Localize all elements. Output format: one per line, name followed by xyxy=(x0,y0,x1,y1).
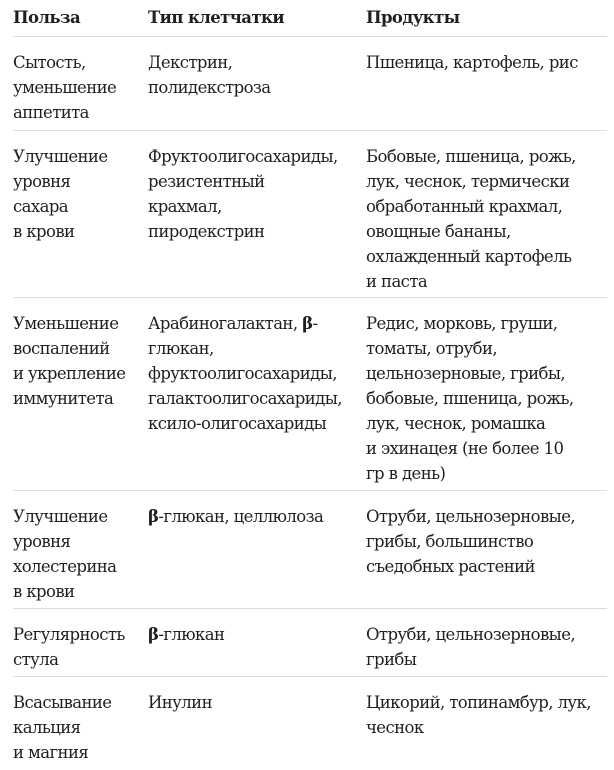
benefit-line: воспалений xyxy=(13,339,110,358)
products-line: грибы, большинство xyxy=(366,532,534,551)
products-line: Бобовые, пшеница, рожь, xyxy=(366,147,576,166)
products-line: овощные бананы, xyxy=(366,222,511,241)
table-row xyxy=(13,609,607,677)
fiber-line: фруктоолигосахариды, xyxy=(148,364,337,383)
fiber-type-cell xyxy=(148,609,366,676)
benefit-line: кальция xyxy=(13,718,81,737)
benefit-cell xyxy=(13,37,148,130)
header-products: Продукты xyxy=(366,8,460,27)
benefit-line: уровня xyxy=(13,532,71,551)
beta-symbol: β xyxy=(302,314,313,333)
fiber-type-cell xyxy=(148,491,366,608)
table-header-row xyxy=(13,0,607,37)
products-cell xyxy=(366,677,607,770)
fiber-line: Фруктоолигосахариды, xyxy=(148,147,338,166)
benefit-line: уровня xyxy=(13,172,71,191)
products-line: и паста xyxy=(366,272,428,291)
header-benefit: Польза xyxy=(13,8,81,27)
products-line: и эхинацея (не более 10 xyxy=(366,439,564,458)
products-line: лук, чеснок, ромашка xyxy=(366,414,546,433)
benefit-cell xyxy=(13,677,148,770)
table-row xyxy=(13,491,607,609)
fiber-type-cell xyxy=(148,677,366,770)
benefit-line: Уменьшение xyxy=(13,314,119,333)
products-cell xyxy=(366,131,607,297)
fiber-type-cell xyxy=(148,298,366,490)
table-row xyxy=(13,37,607,131)
benefit-cell xyxy=(13,131,148,297)
products-line: Цикорий, топинамбур, лук, xyxy=(366,693,591,712)
benefit-cell xyxy=(13,491,148,608)
products-cell xyxy=(366,37,607,130)
benefit-line: и магния xyxy=(13,743,89,762)
products-line: цельнозерновые, грибы, xyxy=(366,364,566,383)
benefit-line: и укрепление xyxy=(13,364,126,383)
fiber-line: Декстрин, xyxy=(148,53,233,72)
fiber-line: пиродекстрин xyxy=(148,222,265,241)
products-line: гр в день) xyxy=(366,464,446,483)
fiber-text: Арабиногалактан, xyxy=(148,314,303,333)
products-line: томаты, отруби, xyxy=(366,339,497,358)
benefit-line: сахара xyxy=(13,197,69,216)
table-row xyxy=(13,677,607,770)
products-line: грибы xyxy=(366,650,417,669)
fiber-text: -глюкан, целлюлоза xyxy=(158,507,324,526)
benefit-line: Регулярность xyxy=(13,625,125,644)
benefit-line: холестерина xyxy=(13,557,117,576)
fiber-line xyxy=(148,504,366,529)
products-line: Отруби, цельнозерновые, xyxy=(366,625,576,644)
fiber-line: ксило-олигосахариды xyxy=(148,414,327,433)
products-line: съедобных растений xyxy=(366,557,535,576)
fiber-line: галактоолигосахариды, xyxy=(148,389,342,408)
benefit-cell xyxy=(13,298,148,490)
fiber-text: -глюкан xyxy=(158,625,225,644)
table-row xyxy=(13,298,607,491)
fiber-type-cell xyxy=(148,37,366,130)
products-line: чеснок xyxy=(366,718,424,737)
benefit-line: аппетита xyxy=(13,103,89,122)
fiber-line xyxy=(148,311,366,336)
table-row xyxy=(13,131,607,298)
fiber-line: глюкан, xyxy=(148,339,214,358)
products-line: охлажденный картофель xyxy=(366,247,572,266)
products-line: Пшеница, картофель, рис xyxy=(366,53,578,72)
header-fiber-type: Тип клетчатки xyxy=(148,8,284,27)
benefit-line: Улучшение xyxy=(13,507,108,526)
products-line: Отруби, цельнозерновые, xyxy=(366,507,576,526)
fiber-line xyxy=(148,622,366,647)
benefit-line: Улучшение xyxy=(13,147,108,166)
fiber-text: - xyxy=(312,314,318,333)
beta-symbol: β xyxy=(148,625,159,644)
fiber-line: резистентный xyxy=(148,172,265,191)
benefit-line: иммунитета xyxy=(13,389,114,408)
products-cell xyxy=(366,298,607,490)
fiber-benefits-table xyxy=(13,0,607,770)
fiber-line: Инулин xyxy=(148,693,212,712)
benefit-cell xyxy=(13,609,148,676)
benefit-line: стула xyxy=(13,650,59,669)
benefit-line: Сытость, xyxy=(13,53,86,72)
products-cell xyxy=(366,491,607,608)
fiber-type-cell xyxy=(148,131,366,297)
fiber-line: полидекстроза xyxy=(148,78,271,97)
benefit-line: уменьшение xyxy=(13,78,117,97)
products-line: лук, чеснок, термически xyxy=(366,172,570,191)
products-cell xyxy=(366,609,607,676)
beta-symbol: β xyxy=(148,507,159,526)
benefit-line: в крови xyxy=(13,582,75,601)
products-line: обработанный крахмал, xyxy=(366,197,563,216)
benefit-line: Всасывание xyxy=(13,693,112,712)
products-line: Редис, морковь, груши, xyxy=(366,314,558,333)
products-line: бобовые, пшеница, рожь, xyxy=(366,389,574,408)
benefit-line: в крови xyxy=(13,222,75,241)
fiber-line: крахмал, xyxy=(148,197,222,216)
